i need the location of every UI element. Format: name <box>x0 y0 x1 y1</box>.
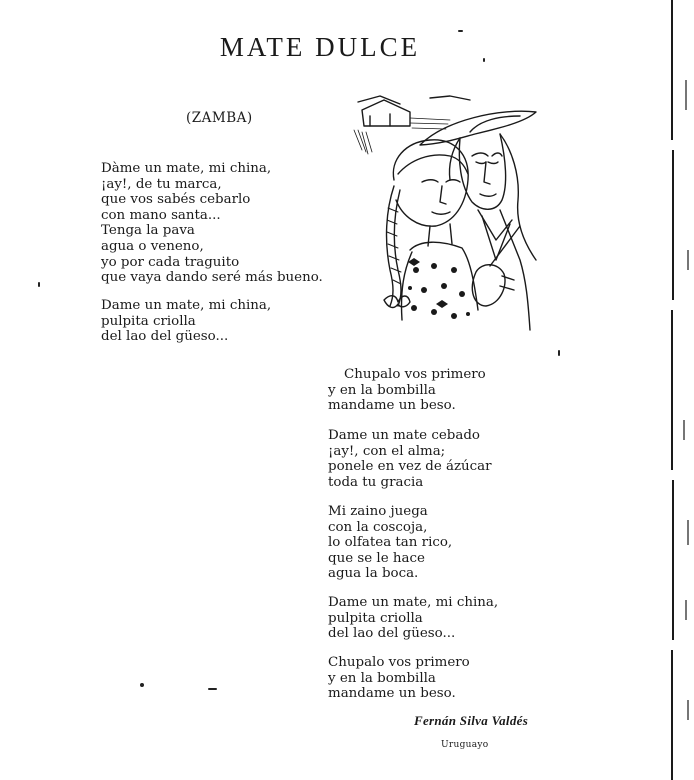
stanza-6 <box>328 595 498 642</box>
stanza-line: yo por cada traguito <box>101 254 240 270</box>
ink-speck <box>140 683 144 687</box>
stanza-line: toda tu gracia <box>328 474 424 490</box>
stanza-line: pulpita criolla <box>101 313 196 329</box>
stanza-line: Dàme un mate, mi china, <box>101 161 272 176</box>
stanza-5 <box>328 504 452 582</box>
stanza-line: mandame un beso. <box>328 398 456 414</box>
author-signature: Fernán Silva Valdés <box>414 713 529 728</box>
stanza-line: ponele en vez de ázúcar <box>328 459 492 475</box>
stanza-line: Dame un mate cebado <box>328 428 480 443</box>
stanza-line: pulpita criolla <box>328 610 423 626</box>
stanza-line: y en la bombilla <box>328 670 436 686</box>
stanza-line: que vos sabés cebarlo <box>101 192 251 208</box>
stanza-line: del lao del güeso... <box>328 626 456 642</box>
stanza-2 <box>101 298 271 345</box>
ink-speck <box>38 282 40 287</box>
stanza-line: del lao del güeso... <box>101 329 229 345</box>
stanza-line: Mi zaino juega <box>328 504 428 519</box>
stanza-line: mandame un beso. <box>328 686 456 702</box>
stanza-line: agua o veneno, <box>101 238 204 254</box>
poem-title: MATE DULCE <box>219 32 421 63</box>
stanza-7 <box>328 655 470 702</box>
stanza-line: que se le hace <box>328 550 425 566</box>
stanza-line: con la coscoja, <box>328 519 428 535</box>
stanza-line: y en la bombilla <box>328 382 436 398</box>
stanza-4 <box>328 428 492 490</box>
stanza-1 <box>101 161 323 286</box>
stanza-line: Dame un mate, mi china, <box>328 595 499 610</box>
stanza-line: Chupalo vos primero <box>344 367 486 382</box>
ink-speck <box>483 58 485 62</box>
stanza-line: ¡ay!, de tu marca, <box>101 176 222 192</box>
ink-speck <box>208 688 217 690</box>
ink-speck <box>558 350 560 356</box>
stanza-line: lo olfatea tan rico, <box>328 535 453 551</box>
stanza-line: Dame un mate, mi china, <box>101 298 272 313</box>
stanza-line: Tenga la pava <box>101 223 195 239</box>
scan-border-decoration <box>668 0 694 780</box>
stanza-line: agua la boca. <box>328 566 419 582</box>
stanza-line: Chupalo vos primero <box>328 655 470 670</box>
stanza-line: ¡ay!, con el alma; <box>328 443 446 459</box>
poem-subtitle: (ZAMBA) <box>186 110 253 126</box>
stanza-line: con mano santa... <box>101 207 221 223</box>
ink-speck <box>458 30 463 32</box>
author-origin: Uruguayo <box>441 740 489 750</box>
stanza-3 <box>328 367 486 414</box>
couple-drinking-mate-illustration <box>350 90 540 335</box>
stanza-line: que vaya dando seré más bueno. <box>101 270 323 286</box>
